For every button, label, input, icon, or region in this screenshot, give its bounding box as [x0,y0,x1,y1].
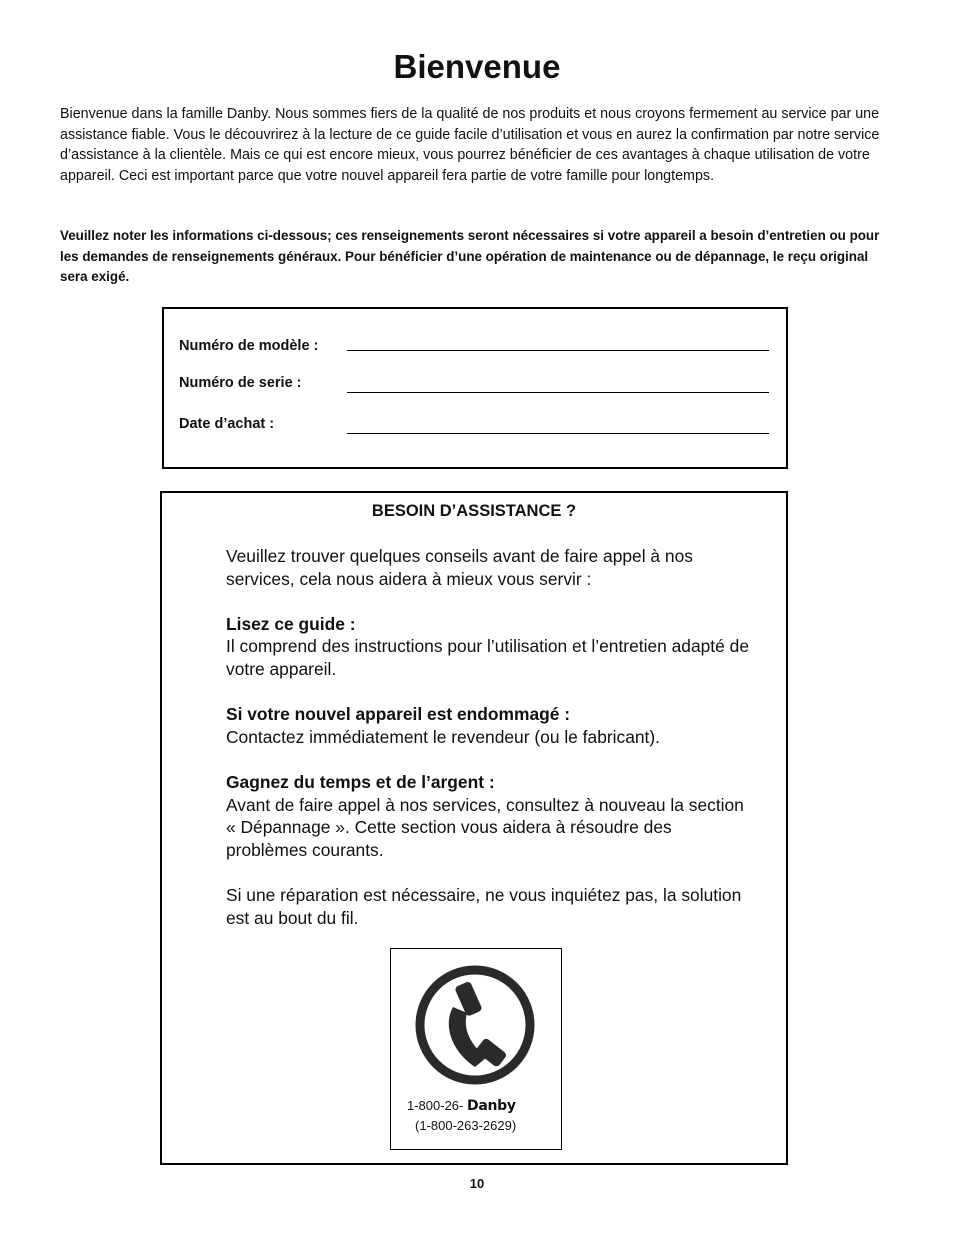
serial-number-row [179,375,769,395]
notice-paragraph: Veuillez noter les informations ci-dessous; ces renseignements seront nécessaires si votre appareil a besoin d’entretien ou pour les demandes de renseignements généraux. Pour bénéficier d’une opération de maintenance ou de dépannage, le reçu original sera exigé. [60,228,880,284]
page-number: 10 [469,1176,485,1191]
model-number-field[interactable] [347,350,769,351]
save-heading: Gagnez du temps et de l’argent : [226,771,495,792]
product-info-form [162,307,788,469]
damaged-text: Contactez immédiatement le revendeur (ou le fabricant). [226,726,661,747]
assistance-body [226,545,756,952]
damaged-heading: Si votre nouvel appareil est endommagé : [226,704,571,725]
serial-number-label: Numéro de serie : [179,375,302,391]
guide-text: Il comprend des instructions pour l’utilisation et l’entretien adapté de votre appareil. [226,636,749,679]
phone-icon [413,963,537,1092]
danby-logo: Danby [467,1098,516,1114]
serial-number-field[interactable] [347,392,769,393]
phone-contact-box [390,948,562,1150]
guide-section [226,613,756,681]
intro-paragraph: Bienvenue dans la famille Danby. Nous sommes fiers de la qualité de nos produits et nous croyons fermement au service par une assistance fiable. Vous le découvrirez à la lecture de ce guide facile d’utilisation et vous en aurez la confirmation par notre service d’assistance à la clientèle. Mais ce qui est encore mieux, vous pourrez bénéficier de ces avantages à chaque utilisation de votre appareil. Ceci est important parce que votre nouvel appareil fera partie de votre famille pour longtemps. [60,106,880,184]
save-section [226,771,756,861]
phone-number-short [407,1098,516,1114]
assistance-heading: BESOIN D’ASSISTANCE ? [371,502,577,520]
purchase-date-field[interactable] [347,433,769,434]
model-number-label: Numéro de modèle : [179,338,319,354]
save-text: Avant de faire appel à nos services, consultez à nouveau la section « Dépannage ». Cette section vous aidera à résoudre des problèmes courants. [226,794,744,860]
purchase-date-row [179,416,769,436]
guide-heading: Lisez ce guide : [226,613,356,634]
phone-number-full: (1-800-263-2629) [415,1118,517,1133]
page-title: Bienvenue [393,48,561,85]
purchase-date-label: Date d’achat : [179,416,275,432]
damaged-section [226,703,756,748]
assistance-intro: Veuillez trouver quelques conseils avant de faire appel à nos services, cela nous aidera à mieux vous servir : [226,546,693,589]
repair-text: Si une réparation est nécessaire, ne vous inquiétez pas, la solution est au bout du fil. [226,884,742,928]
model-number-row [179,338,769,358]
phone-prefix: 1-800-26- [407,1098,464,1113]
assistance-box [160,491,788,1165]
